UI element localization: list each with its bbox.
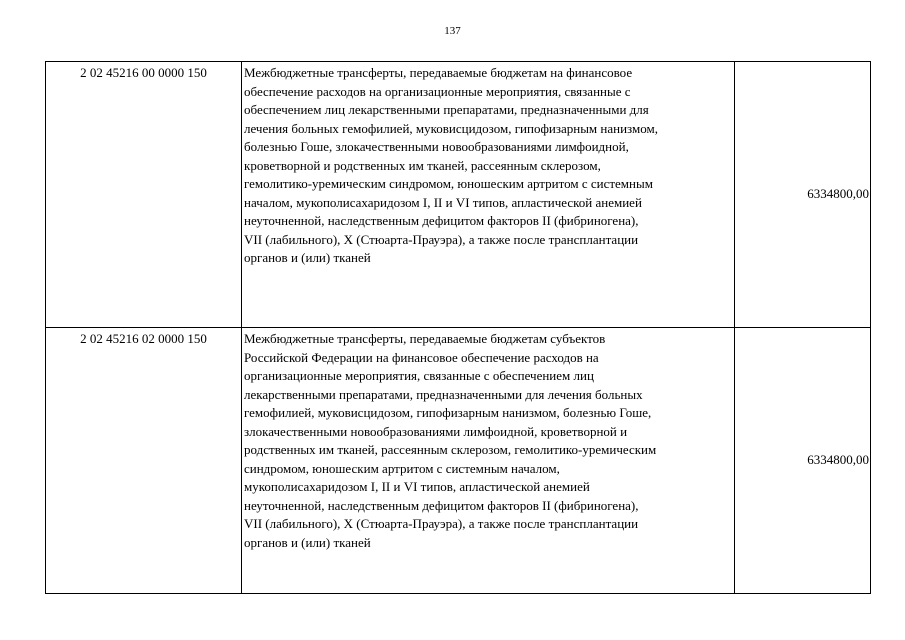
description-line: неуточненной, наследственным дефицитом факторов II (фибриногена), — [244, 213, 639, 228]
description-line: лекарственными препаратами, предназначенными для лечения больных — [244, 386, 643, 402]
description-line: Межбюджетные трансферты, передаваемые бюджетам субъектов — [244, 331, 606, 346]
table-row — [46, 62, 871, 328]
description-line: VII (лабильного), X (Стюарта-Прауэра), а также после трансплантации — [244, 516, 639, 531]
row-description — [242, 328, 735, 594]
description-line: гемофилией, муковисцидозом, гипофизарным нанизмом, болезнью Гоше, — [244, 405, 652, 420]
description-line: обеспечением лиц лекарственными препаратами, предназначенными для — [244, 102, 649, 117]
description-line: злокачественными новообразованиями лимфоидной, кроветворной и — [244, 423, 628, 439]
budget-code: 2 02 45216 02 0000 150 — [46, 328, 242, 594]
description-line: началом, мукополисахаридозом I, II и VI типов, апластической анемией — [244, 194, 642, 210]
description-line: неуточненной, наследственным дефицитом факторов II (фибриногена), — [244, 497, 639, 513]
description-line: органов и (или) тканей — [244, 250, 371, 265]
table-row — [46, 328, 871, 594]
description-line: родственных им тканей, рассеянным склерозом, гемолитико-уремическим — [244, 442, 657, 457]
description-line: мукополисахаридозом I, II и VI типов, апластической анемией — [244, 479, 590, 494]
description-line: синдромом, юношеским артритом с системным началом, — [244, 460, 560, 476]
description-line: кроветворной и родственных им тканей, рассеянным склерозом, — [244, 157, 601, 173]
amount-value: 6334800,00 — [735, 62, 871, 328]
description-line: органов и (или) тканей — [244, 534, 371, 550]
description-line: лечения больных гемофилией, муковисцидозом, гипофизарным нанизмом, — [244, 120, 658, 136]
description-line: Российской Федерации на финансовое обеспечение расходов на — [244, 349, 599, 365]
description-line: организационные мероприятия, связанные с обеспечением лиц — [244, 368, 594, 383]
amount-value: 6334800,00 — [735, 328, 871, 594]
description-line: VII (лабильного), X (Стюарта-Прауэра), а также после трансплантации — [244, 231, 639, 247]
row-description — [242, 62, 735, 328]
description-line: Межбюджетные трансферты, передаваемые бюджетам на финансовое — [244, 65, 633, 80]
description-line: болезнью Гоше, злокачественными новообразованиями лимфоидной, — [244, 139, 629, 154]
description-line: обеспечение расходов на организационные мероприятия, связанные с — [244, 83, 631, 99]
description-line: гемолитико-уремическим синдромом, юношеским артритом с системным — [244, 176, 653, 191]
budget-table — [45, 61, 871, 594]
page-number: 137 — [444, 25, 461, 37]
budget-code: 2 02 45216 00 0000 150 — [46, 62, 242, 328]
